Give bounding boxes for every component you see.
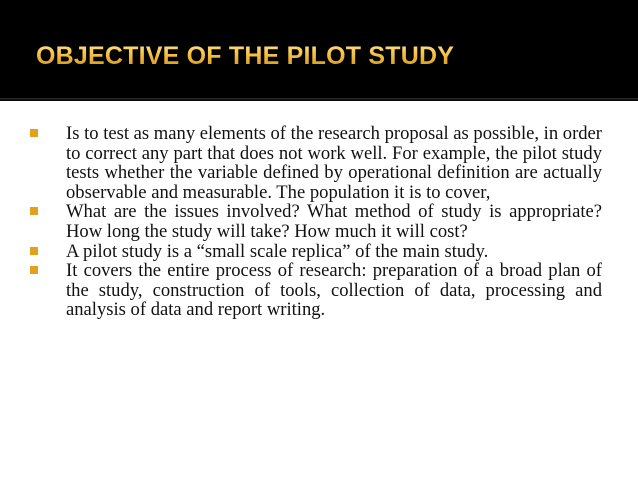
square-bullet-icon	[30, 247, 38, 255]
bullet-item	[29, 261, 602, 320]
title-bar	[0, 0, 638, 101]
bullet-text: It covers the entire process of research: preparation of a broad plan of the study, construction of tools, collection of data, processing and analysis of data and report writing.	[66, 260, 602, 321]
bullet-text: A pilot study is a “small scale replica” of the main study.	[66, 240, 489, 262]
square-bullet-icon	[30, 129, 38, 137]
bullet-list	[29, 124, 602, 320]
bullet-item	[29, 202, 602, 241]
bullet-text: Is to test as many elements of the research proposal as possible, in order to correct any part that does not work well. For example, the pilot study tests whether the variable defined by operational definition are actually observable and measurable. The population it is to cover,	[66, 123, 602, 203]
bullet-item	[29, 242, 602, 262]
bullet-item	[29, 124, 602, 202]
bullet-text: What are the issues involved? What method of study is appropriate? How long the study will take? How much it will cost?	[66, 201, 602, 242]
slide-title: OBJECTIVE OF THE PILOT STUDY	[36, 42, 455, 70]
square-bullet-icon	[30, 207, 38, 215]
square-bullet-icon	[30, 266, 38, 274]
